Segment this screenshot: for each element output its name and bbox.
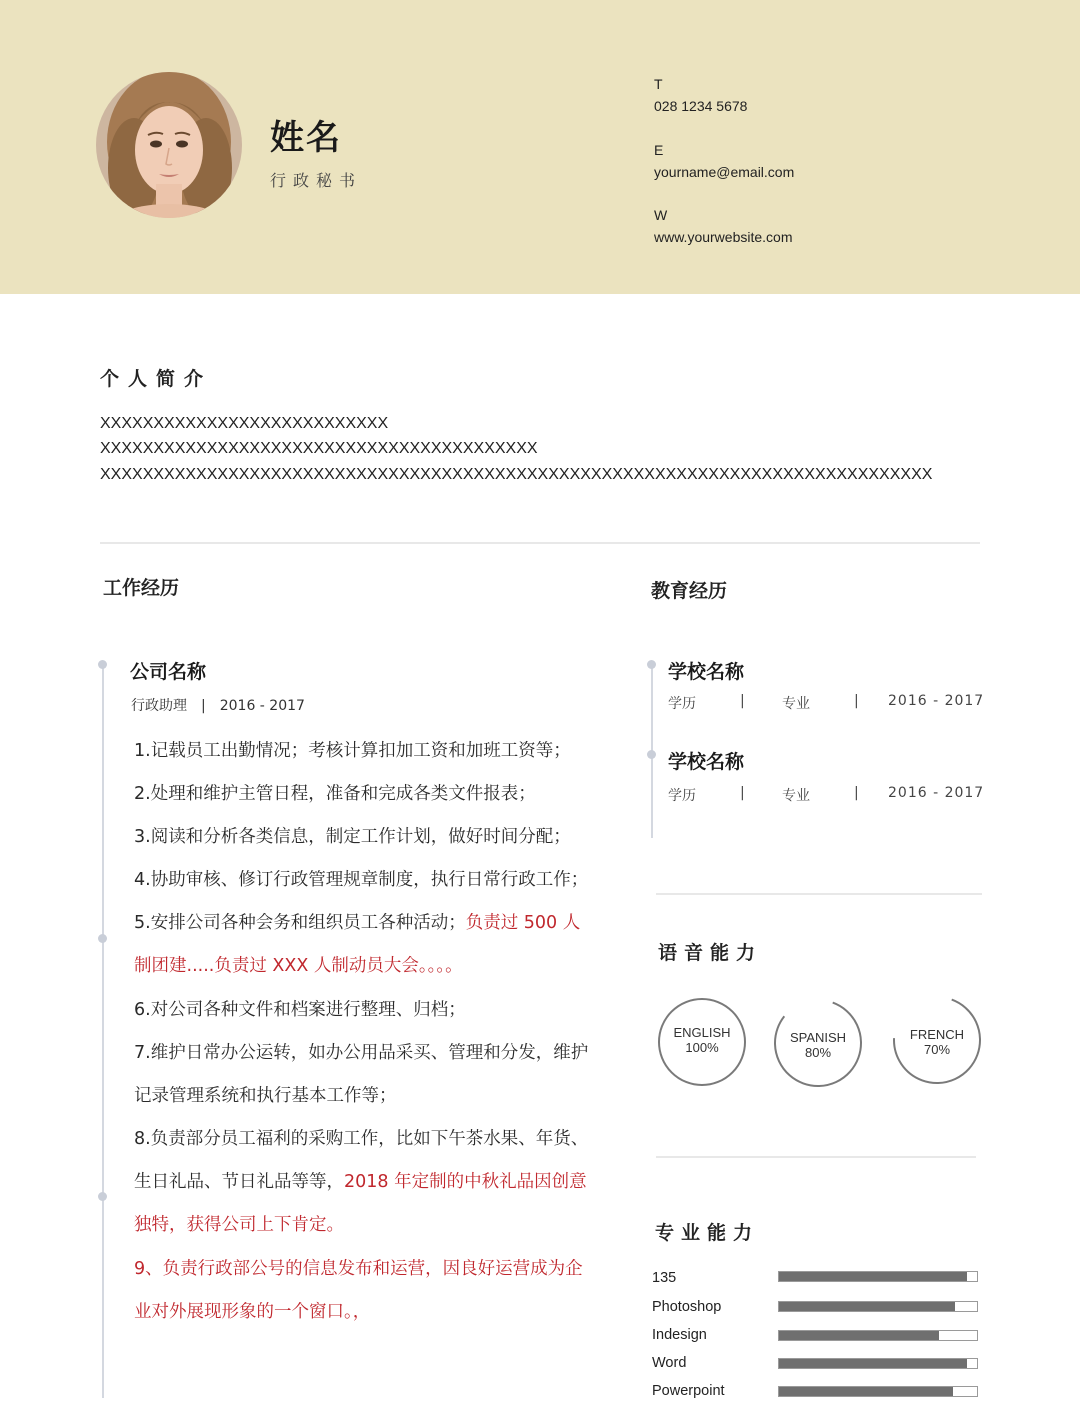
job-meta-separator: | — [201, 698, 206, 714]
skill-bar-fill — [779, 1359, 967, 1368]
language-name: SPANISH — [789, 1030, 847, 1045]
education-separator: | — [854, 785, 859, 801]
skill-name: Powerpoint — [652, 1383, 725, 1399]
skill-name: Word — [652, 1355, 687, 1371]
duty-line — [134, 1168, 587, 1193]
languages-title: 语音能力 — [658, 942, 763, 964]
contact-phone-value: 028 1234 5678 — [654, 98, 748, 114]
skill-name: Indesign — [652, 1327, 707, 1343]
duty-line — [134, 952, 463, 977]
duty-highlight: 9、负责行政部公号的信息发布和运营，因良好运营成为企 — [134, 1259, 583, 1279]
duty-highlight: 业对外展现形象的一个窗口。， — [134, 1302, 371, 1322]
person-name: 姓名 — [270, 118, 342, 158]
education-period: 2016 - 2017 — [888, 785, 985, 801]
duty-line — [134, 996, 466, 1021]
divider — [656, 1156, 976, 1158]
education-separator: | — [740, 785, 745, 801]
education-degree: 学历 — [668, 696, 696, 712]
contact-phone-key: T — [654, 76, 663, 92]
duty-text: 记录管理系统和执行基本工作等； — [134, 1086, 397, 1106]
education-separator: | — [740, 693, 745, 709]
profile-line: XXXXXXXXXXXXXXXXXXXXXXXXXXX — [100, 415, 389, 432]
duty-line — [134, 1298, 370, 1323]
school-name: 学校名称 — [668, 751, 745, 773]
duty-text: 3.阅读和分析各类信息，制定工作计划，做好时间分配； — [134, 827, 571, 847]
duty-line — [134, 866, 588, 891]
skill-name: Photoshop — [652, 1299, 722, 1315]
timeline-dot — [647, 660, 656, 669]
portrait-image — [96, 72, 242, 218]
header-band — [0, 0, 1080, 294]
language-level: 100% — [685, 1040, 719, 1055]
education-degree: 学历 — [668, 788, 696, 804]
skills-title: 专业能力 — [655, 1222, 760, 1244]
contact-email — [654, 142, 794, 180]
duty-text: 生日礼品、节日礼品等等， — [134, 1172, 344, 1192]
duty-line — [134, 823, 571, 848]
education-separator: | — [854, 693, 859, 709]
skill-bar — [778, 1301, 978, 1312]
language-name: ENGLISH — [673, 1025, 731, 1040]
language-spanish — [773, 998, 863, 1088]
education-period: 2016 - 2017 — [888, 693, 985, 709]
contact-phone — [654, 76, 747, 114]
skill-bar — [778, 1330, 978, 1341]
skill-name: 135 — [652, 1270, 677, 1286]
school-name: 学校名称 — [668, 661, 745, 683]
duty-text: 4.协助审核、修订行政管理规章制度，执行日常行政工作； — [134, 870, 589, 890]
contact-website — [654, 207, 793, 245]
contact-email-value: yourname@email.com — [654, 164, 795, 180]
avatar — [96, 72, 242, 218]
duty-text: 1.记载员工出勤情况；考核计算扣加工资和加班工资等； — [134, 741, 571, 761]
duty-text: 2.处理和维护主管日程，准备和完成各类文件报表； — [134, 784, 536, 804]
language-french — [892, 995, 982, 1085]
duty-line — [134, 1125, 588, 1150]
profile-title: 个人简介 — [100, 368, 213, 390]
duty-highlight: 2018 年定制的中秋礼品因创意 — [344, 1172, 587, 1192]
job-meta — [131, 695, 305, 715]
company-name: 公司名称 — [130, 661, 207, 683]
duty-line — [134, 780, 536, 805]
timeline-dot — [98, 660, 107, 669]
contact-website-value: www.yourwebsite.com — [654, 229, 793, 245]
work-title: 工作经历 — [103, 577, 180, 599]
duty-line — [134, 909, 580, 934]
duty-line — [134, 1211, 344, 1236]
profile-line: XXXXXXXXXXXXXXXXXXXXXXXXXXXXXXXXXXXXXXXXXXXXXXXXXXXXXXXXXXXXXXXXXXXXXXXXXXXXXX — [100, 466, 933, 483]
skill-bar-fill — [779, 1387, 953, 1396]
duty-highlight: 独特，获得公司上下肯定。 — [134, 1215, 344, 1235]
duty-text: 6.对公司各种文件和档案进行整理、归档； — [134, 1000, 466, 1020]
skill-bar-fill — [779, 1302, 955, 1311]
duty-text: 7.维护日常办公运转，如办公用品采买、管理和分发，维护 — [134, 1043, 589, 1063]
skill-bar — [778, 1386, 978, 1397]
duty-line — [134, 1255, 583, 1280]
duty-line — [134, 737, 571, 762]
timeline-dot — [98, 934, 107, 943]
divider — [656, 893, 982, 895]
contact-email-key: E — [654, 142, 664, 158]
language-level: 70% — [923, 1042, 951, 1057]
job-period: 2016 - 2017 — [219, 698, 305, 714]
job-role: 行政秘书 — [270, 171, 363, 190]
language-name: FRENCH — [909, 1027, 965, 1042]
language-level: 80% — [804, 1045, 832, 1060]
education-major: 专业 — [782, 696, 810, 712]
duty-line — [134, 1082, 397, 1107]
duty-highlight: 负责过 500 人 — [465, 913, 581, 933]
duty-text: 5.安排公司各种会务和组织员工各种活动； — [134, 913, 466, 933]
skill-bar-fill — [779, 1272, 967, 1281]
profile-line: XXXXXXXXXXXXXXXXXXXXXXXXXXXXXXXXXXXXXXXXX — [100, 440, 538, 457]
timeline-dot — [98, 1192, 107, 1201]
job-position: 行政助理 — [131, 698, 187, 714]
skill-bar — [778, 1271, 978, 1282]
skill-bar — [778, 1358, 978, 1369]
divider — [100, 542, 980, 544]
timeline-dot — [647, 750, 656, 759]
duty-highlight: 制团建.....负责过 XXX 人制动员大会。。。。 — [134, 956, 463, 976]
work-timeline — [102, 668, 104, 1398]
education-major: 专业 — [782, 788, 810, 804]
duty-line — [134, 1039, 588, 1064]
language-english — [657, 997, 747, 1087]
skill-bar-fill — [779, 1331, 939, 1340]
contact-website-key: W — [654, 207, 668, 223]
education-title: 教育经历 — [651, 580, 728, 602]
duty-text: 8.负责部分员工福利的采购工作，比如下午茶水果、年货、 — [134, 1129, 589, 1149]
